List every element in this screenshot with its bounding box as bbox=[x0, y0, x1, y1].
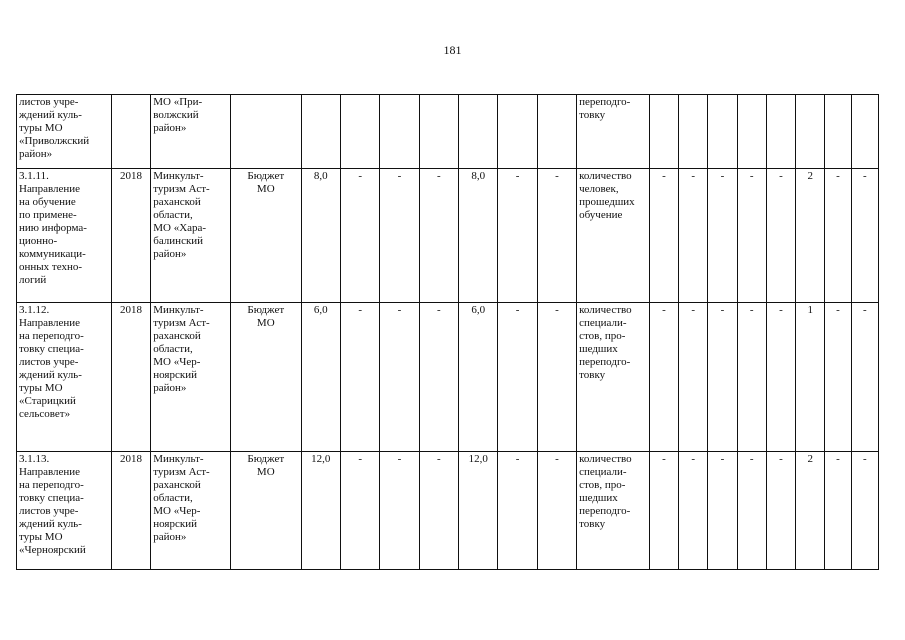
cell-target: - bbox=[737, 169, 766, 303]
cell-executor: МО «При- волжский район» bbox=[151, 95, 231, 169]
cell-value: - bbox=[340, 169, 379, 303]
cell-value: - bbox=[537, 303, 576, 452]
cell-target: - bbox=[851, 169, 878, 303]
cell-executor: Минкульт- туризм Аст- раханской области, МО «Чер- ноярский район» bbox=[151, 452, 231, 570]
cell-indicator: количество человек, прошедших обучение bbox=[577, 169, 650, 303]
cell-target: 2 bbox=[796, 169, 825, 303]
table-row bbox=[17, 303, 879, 452]
cell-value: 6,0 bbox=[459, 303, 498, 452]
page-number: 181 bbox=[443, 43, 462, 57]
cell-target: - bbox=[649, 303, 678, 452]
cell-indicator: переподго- товку bbox=[577, 95, 650, 169]
cell-target bbox=[649, 95, 678, 169]
cell-activity: 3.1.11. Направление на обучение по примене- нию информа- ционно- коммуникаци- онных техно- логий bbox=[17, 169, 112, 303]
cell-target: - bbox=[708, 169, 737, 303]
cell-executor: Минкульт- туризм Аст- раханской области, МО «Чер- ноярский район» bbox=[151, 303, 231, 452]
cell-value: - bbox=[498, 452, 537, 570]
cell-target: - bbox=[766, 303, 795, 452]
cell-total: 6,0 bbox=[301, 303, 340, 452]
cell-source: Бюджет МО bbox=[230, 303, 301, 452]
cell-source bbox=[230, 95, 301, 169]
cell-value bbox=[459, 95, 498, 169]
cell-target: - bbox=[851, 303, 878, 452]
cell-value bbox=[380, 95, 419, 169]
cell-year: 2018 bbox=[111, 303, 150, 452]
cell-target bbox=[825, 95, 851, 169]
cell-value: - bbox=[419, 303, 458, 452]
cell-target bbox=[851, 95, 878, 169]
cell-value: - bbox=[537, 452, 576, 570]
cell-target: - bbox=[737, 303, 766, 452]
cell-target: - bbox=[708, 452, 737, 570]
cell-target bbox=[679, 95, 708, 169]
cell-value: - bbox=[537, 169, 576, 303]
cell-value: 8,0 bbox=[459, 169, 498, 303]
table-row bbox=[17, 169, 879, 303]
cell-target: - bbox=[737, 452, 766, 570]
cell-total: 8,0 bbox=[301, 169, 340, 303]
cell-value: - bbox=[498, 303, 537, 452]
cell-total bbox=[301, 95, 340, 169]
cell-target: - bbox=[766, 169, 795, 303]
table-row bbox=[17, 452, 879, 570]
cell-activity: 3.1.13. Направление на переподго- товку специа- листов учре- ждений куль- туры МО «Черноярский bbox=[17, 452, 112, 570]
cell-target: - bbox=[708, 303, 737, 452]
cell-target: - bbox=[851, 452, 878, 570]
cell-value bbox=[340, 95, 379, 169]
cell-value: - bbox=[340, 303, 379, 452]
cell-target bbox=[737, 95, 766, 169]
cell-value: - bbox=[419, 169, 458, 303]
cell-target: - bbox=[825, 303, 851, 452]
cell-value: - bbox=[380, 452, 419, 570]
cell-value: - bbox=[380, 303, 419, 452]
cell-value: 12,0 bbox=[459, 452, 498, 570]
cell-year bbox=[111, 95, 150, 169]
cell-value: - bbox=[380, 169, 419, 303]
cell-total: 12,0 bbox=[301, 452, 340, 570]
table-body bbox=[17, 95, 879, 570]
cell-value: - bbox=[498, 169, 537, 303]
cell-year: 2018 bbox=[111, 169, 150, 303]
cell-source: Бюджет МО bbox=[230, 169, 301, 303]
cell-target bbox=[796, 95, 825, 169]
cell-source: Бюджет МО bbox=[230, 452, 301, 570]
cell-target bbox=[708, 95, 737, 169]
cell-target bbox=[766, 95, 795, 169]
cell-executor: Минкульт- туризм Аст- раханской области, МО «Хара- балинский район» bbox=[151, 169, 231, 303]
cell-indicator: количество специали- стов, про- шедших переподго- товку bbox=[577, 303, 650, 452]
cell-target: - bbox=[679, 452, 708, 570]
program-table bbox=[16, 94, 879, 570]
table-row bbox=[17, 95, 879, 169]
cell-target: - bbox=[649, 169, 678, 303]
cell-target: 1 bbox=[796, 303, 825, 452]
cell-value bbox=[498, 95, 537, 169]
cell-target: - bbox=[825, 452, 851, 570]
cell-value bbox=[537, 95, 576, 169]
cell-value: - bbox=[419, 452, 458, 570]
cell-target: - bbox=[766, 452, 795, 570]
cell-value bbox=[419, 95, 458, 169]
cell-activity: 3.1.12. Направление на переподго- товку специа- листов учре- ждений куль- туры МО «Старицкий сельсовет» bbox=[17, 303, 112, 452]
cell-year: 2018 bbox=[111, 452, 150, 570]
cell-indicator: количество специали- стов, про- шедших переподго- товку bbox=[577, 452, 650, 570]
cell-target: - bbox=[649, 452, 678, 570]
cell-value: - bbox=[340, 452, 379, 570]
cell-target: 2 bbox=[796, 452, 825, 570]
cell-target: - bbox=[825, 169, 851, 303]
cell-target: - bbox=[679, 303, 708, 452]
cell-activity: листов учре- ждений куль- туры МО «Приволжский район» bbox=[17, 95, 112, 169]
cell-target: - bbox=[679, 169, 708, 303]
